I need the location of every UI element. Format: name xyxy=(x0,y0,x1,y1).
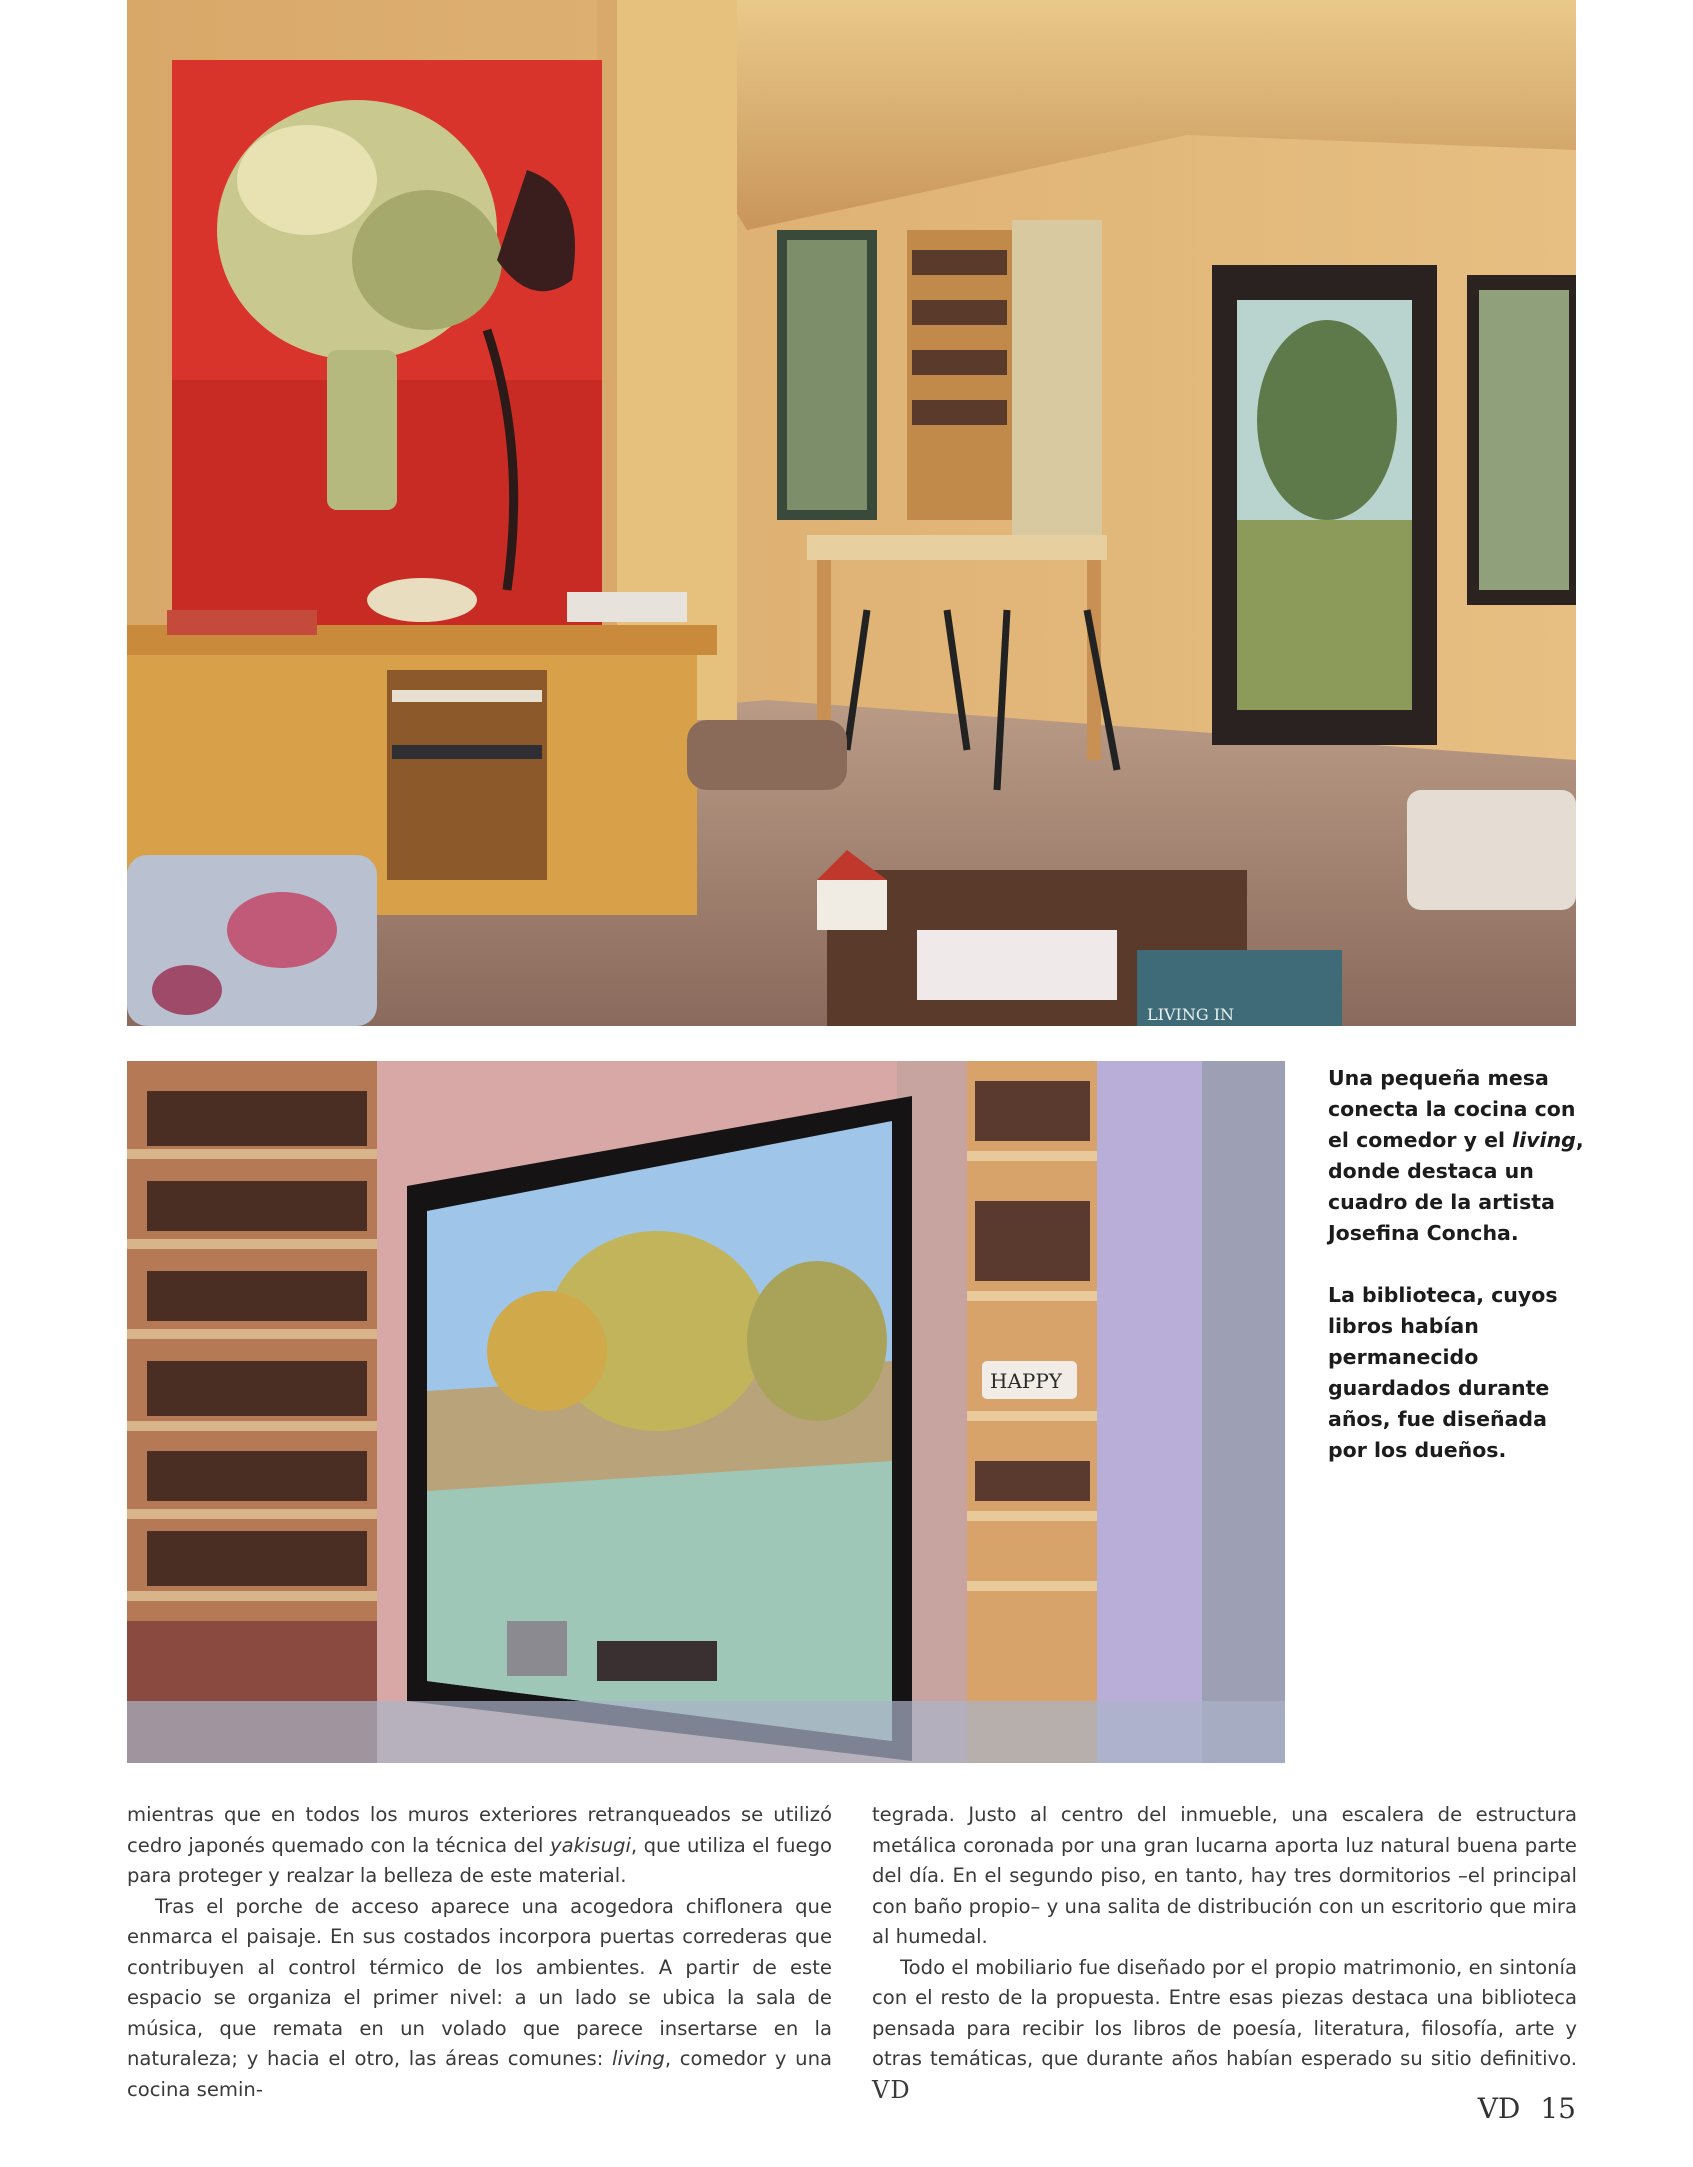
caption-italic-term: living xyxy=(1512,1128,1576,1152)
living-room-illustration xyxy=(127,0,1576,1026)
italic-term: living xyxy=(612,2047,665,2070)
article-paragraph: Tras el porche de acceso aparece una acogedora chiflonera que enmarca el paisaje. En sus costados incorpora puertas correderas que contribuyen al control térmico de los ambientes. A partir de este espacio se organiza el primer nivel: a un lado se ubica la sala de música, que remata en un volado que parece insertarse en la naturaleza; y hacia el otro, las áreas comunes: living, comedor y una cocina semin- xyxy=(127,1894,832,2101)
page-footer xyxy=(1478,2092,1576,2125)
end-mark: VD xyxy=(872,2075,911,2104)
caption-text: Una pequeña mesa conecta la cocina con el comedor y el xyxy=(1328,1066,1576,1152)
article-column-left xyxy=(127,1800,832,2105)
photo-caption-library: La biblioteca, cuyos libros habían permanecido guardados durante años, fue diseñada por los dueños. xyxy=(1328,1283,1558,1462)
book-cover-text: LIVING IN xyxy=(1147,1005,1235,1024)
page-number: 15 xyxy=(1540,2092,1576,2125)
magazine-logo: VD xyxy=(1477,2092,1521,2125)
photo-caption-dining xyxy=(1328,1063,1588,1249)
living-room-photo xyxy=(127,0,1576,1026)
article-paragraph: Todo el mobiliario fue diseñado por el propio matrimonio, en sintonía con el resto de la propuesta. Entre esas piezas destaca una biblioteca pensada para recibir los libros de poesía, literatura, filosofía, arte y otras temáticas, que durante años habían esperado su sitio definitivo. VD xyxy=(872,1955,1577,2104)
article-paragraph: tegrada. Justo al centro del inmueble, una escalera de estructura metálica coronada por una gran lucarna aporta luz natural buena parte del día. En el segundo piso, en tanto, hay tres dormitorios –el principal con baño propio– y una salita de distribución con un escritorio que mira al humedal. xyxy=(872,1803,1577,1948)
happy-sign-text: HAPPY xyxy=(990,1369,1063,1393)
caption-text: , donde destaca un cuadro de la artista Josefina Concha. xyxy=(1328,1128,1584,1245)
library-illustration xyxy=(127,1061,1285,1763)
article-column-right xyxy=(872,1800,1577,2107)
library-window-photo xyxy=(127,1061,1285,1763)
italic-term: yakisugi xyxy=(549,1833,631,1857)
article-paragraph: mientras que en todos los muros exteriores retranqueados se utilizó cedro japonés quemado con la técnica del yakisugi, que utiliza el fuego para proteger y realzar la belleza de este material. xyxy=(127,1803,832,1887)
